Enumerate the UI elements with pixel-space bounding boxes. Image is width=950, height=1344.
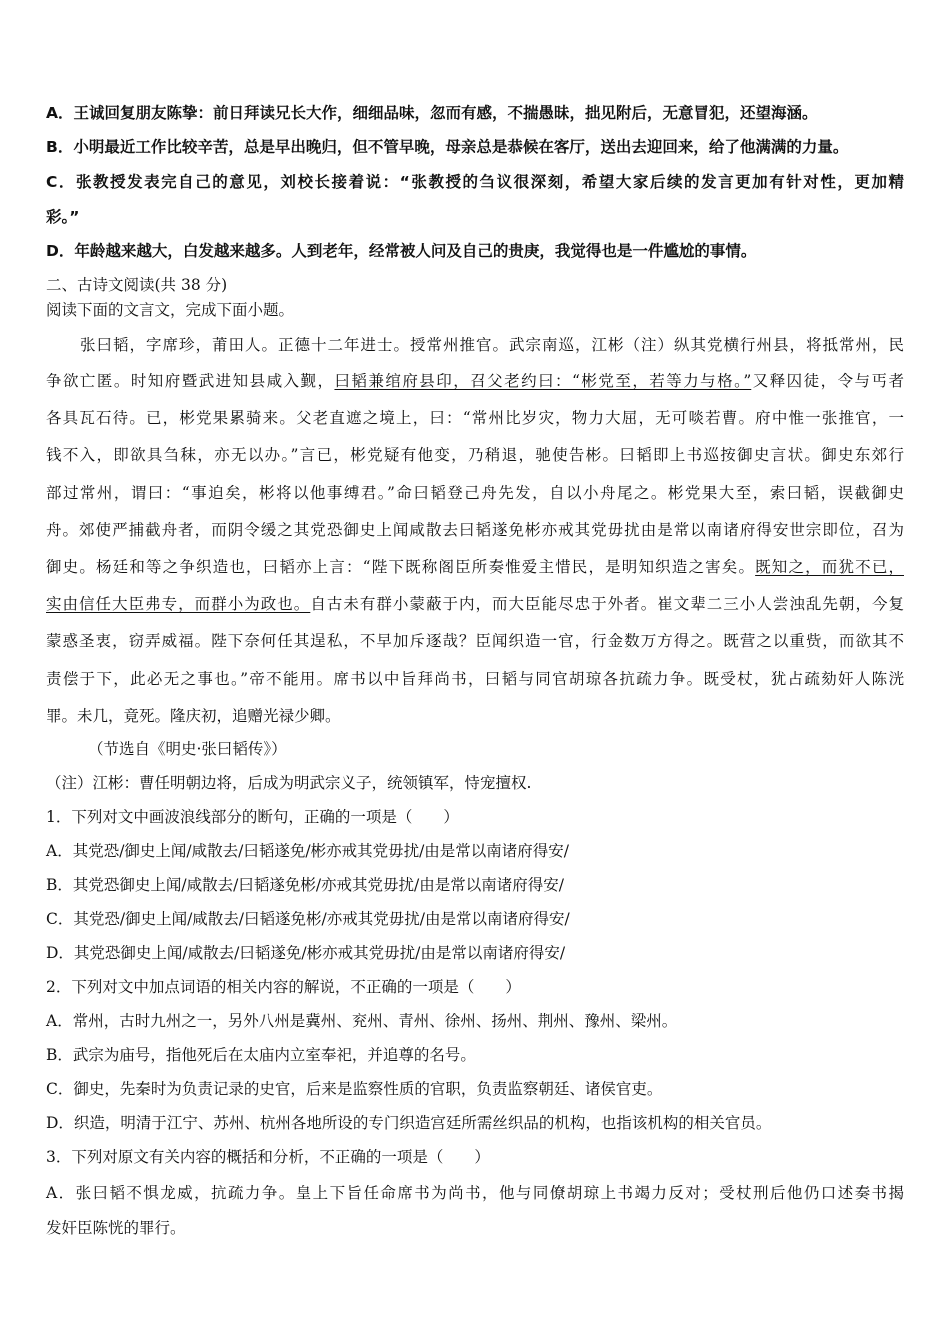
question-1-option-d: D．其党恐御史上闻/咸散去/曰韬遂免/彬亦戒其党毋扰/由是常以南诸府得安/: [46, 944, 566, 962]
option-a-top: A．王诚回复朋友陈挚：前日拜读兄长大作，细细品味，忽而有感，不揣愚昧，拙见附后，无意冒犯，还望海涵。: [46, 104, 818, 122]
passage-line-11: 罪。未几，竟死。隆庆初，追赠光禄少卿。: [46, 707, 341, 725]
option-b-top: B．小明最近工作比较辛苦，总是早出晚归，但不管早晚，母亲总是恭候在客厅，送出去迎回来，给了他满满的力量。: [46, 138, 849, 156]
passage-line-3: 各具瓦石待。已，彬党果累骑来。父老直遮之境上，曰：“常州比岁灾，物力大屈，无可啖若曹。府中惟一张推官，一: [46, 409, 904, 427]
question-3-option-a-line2: 发奸臣陈恍的罪行。: [46, 1219, 186, 1237]
passage-line-7: [46, 557, 904, 577]
option-c-top-line1: C．张教授发表完自己的意见，刘校长接着说：“张教授的刍议很深刻，希望大家后续的发言更加有针对性，更加精: [46, 173, 904, 191]
passage-text: 又释囚徒，令与丐者: [751, 372, 904, 390]
question-1-option-a: A．其党恐/御史上闻/咸散去/曰韬遂免/彬亦戒其党毋扰/由是常以南诸府得安/: [46, 842, 570, 860]
passage-line-6: 舟。郊使严捕截舟者，而阴令缓之其党恐御史上闻咸散去曰韬遂免彬亦戒其党毋扰由是常以南诸府得安世宗即位，召为: [46, 521, 904, 539]
question-1-stem: 1．下列对文中画波浪线部分的断句，正确的一项是（ ）: [46, 808, 459, 826]
question-2-option-c: C．御史，先秦时为负责记录的史官，后来是监察性质的官职，负责监察朝廷、诸侯官吏。: [46, 1080, 663, 1098]
option-d-top: D．年龄越来越大，白发越来越多。人到老年，经常被人问及自己的贵庚，我觉得也是一件尴尬的事情。: [46, 242, 757, 260]
passage-underlined-text: 实由信任大臣弗专，而群小为政也。: [46, 595, 311, 613]
section-title: 二、古诗文阅读(共 38 分): [46, 276, 228, 294]
passage-line-9: 蒙惑圣衷，窃弄威福。陛下奈何任其逞私，不早加斥逐哉？臣闻织造一官，行金数万方得之。既营之以重赀，而欲其不: [46, 632, 904, 650]
passage-underlined-text: 既知之，而犹不已，: [755, 558, 904, 576]
passage-line-2: [46, 371, 904, 391]
passage-text: 御史。杨廷和等之争织造也，曰韬亦上言：“陛下既称阁臣所奏惟爱主惜民，是明知织造之害矣。: [46, 558, 756, 576]
question-3-stem: 3．下列对原文有关内容的概括和分析，不正确的一项是（ ）: [46, 1148, 490, 1166]
question-2-option-d: D．织造，明清于江宁、苏州、杭州各地所设的专门织造宫廷所需丝织品的机构，也指该机构的相关官员。: [46, 1114, 772, 1132]
question-1-option-b: B．其党恐御史上闻/咸散去/曰韬遂免彬/亦戒其党毋扰/由是常以南诸府得安/: [46, 876, 565, 894]
question-3-option-a-line1: A．张曰韬不惧龙威，抗疏力争。皇上下旨任命席书为尚书，他与同僚胡琼上书竭力反对；受杖刑后他仍口述奏书揭: [46, 1184, 904, 1202]
annotation-note: （注）江彬：曹任明朝边将，后成为明武宗义子，统领镇军，恃宠擅权.: [46, 774, 532, 792]
passage-line-8: [46, 594, 904, 614]
passage-text: 自古未有群小蒙蔽于内，而大臣能尽忠于外者。崔文辈二三小人尝浊乱先朝，今复: [310, 595, 904, 613]
question-1-option-c: C．其党恐/御史上闻/咸散去/曰韬遂免彬/亦戒其党毋扰/由是常以南诸府得安/: [46, 910, 570, 928]
option-c-top-line2: 彩。”: [46, 208, 80, 226]
passage-line-10: 责偿于下，此必无之事也。”帝不能用。席书以中旨拜尚书，曰韬与同官胡琼各抗疏力争。既受杖，犹占疏劾奸人陈洸: [46, 670, 904, 688]
question-2-stem: 2．下列对文中加点词语的相关内容的解说，不正确的一项是（ ）: [46, 978, 521, 996]
passage-line-1: 张曰韬，字席珍，莆田人。正德十二年进士。授常州推官。武宗南巡，江彬（注）纵其党横行州县，将抵常州，民: [80, 336, 904, 354]
passage-underlined-text: 曰韬兼绾府县印，召父老约曰：“彬党至，若等力与格。”: [334, 372, 752, 390]
passage-source: （节选自《明史·张曰韬传》）: [88, 740, 287, 758]
reading-instruction: 阅读下面的文言文，完成下面小题。: [46, 301, 295, 319]
passage-text: 争欲亡匿。时知府暨武进知县咸入觐，: [46, 372, 335, 390]
question-2-option-a: A．常州，古时九州之一，另外八州是冀州、兖州、青州、徐州、扬州、荆州、豫州、梁州。: [46, 1012, 678, 1030]
passage-line-5: 部过常州，谓曰：“事迫矣，彬将以他事缚君。”命曰韬登己舟先发，自以小舟尾之。彬党果大至，索曰韬，误截御史: [46, 484, 904, 502]
question-2-option-b: B．武宗为庙号，指他死后在太庙内立室奉祀，并追尊的名号。: [46, 1046, 476, 1064]
passage-line-4: 钱不入，即欲具刍秣，亦无以办。”言已，彬党疑有他变，乃稍退，驰使告彬。曰韬即上书巡按御史言状。御史东郊行: [46, 446, 904, 464]
